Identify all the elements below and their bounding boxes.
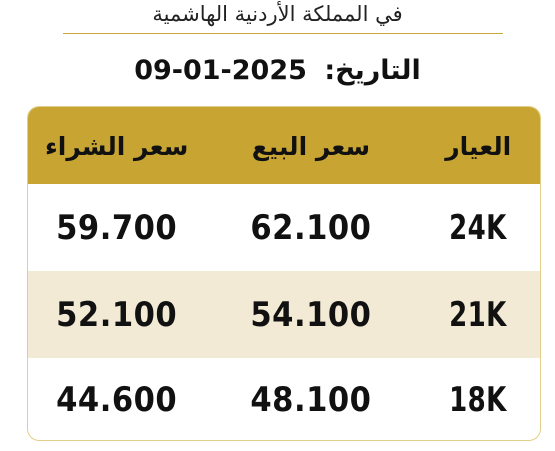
buy-price-cell: 52.100 (56, 294, 178, 335)
karat-value: 21K (449, 294, 508, 335)
karat-cell (416, 295, 540, 335)
sell-price-cell: 62.100 (250, 207, 372, 248)
date-label: التاريخ: (324, 55, 421, 86)
table-row (28, 358, 540, 441)
table-row (28, 184, 540, 271)
country-subtitle: في المملكة الأردنية الهاشمية (152, 2, 403, 26)
table-row (28, 271, 540, 358)
buy-price-cell: 59.700 (56, 207, 178, 248)
date-value: 09-01-2025 (134, 55, 307, 86)
karat-value: 18K (449, 380, 508, 420)
column-header-karat: العيار (445, 132, 512, 161)
sell-price-cell: 54.100 (250, 294, 372, 335)
date-line (0, 52, 555, 90)
gold-price-table (27, 106, 541, 441)
buy-price-cell: 44.600 (56, 380, 178, 420)
karat-cell (416, 208, 540, 248)
karat-value: 24K (449, 207, 508, 248)
sell-price-cell: 48.100 (250, 380, 372, 420)
column-header-buy-price: سعر الشراء (45, 132, 189, 161)
table-header-row (28, 107, 540, 184)
header-divider (63, 33, 503, 34)
column-header-sell-price: سعر البيع (251, 132, 371, 161)
karat-cell (416, 380, 540, 420)
